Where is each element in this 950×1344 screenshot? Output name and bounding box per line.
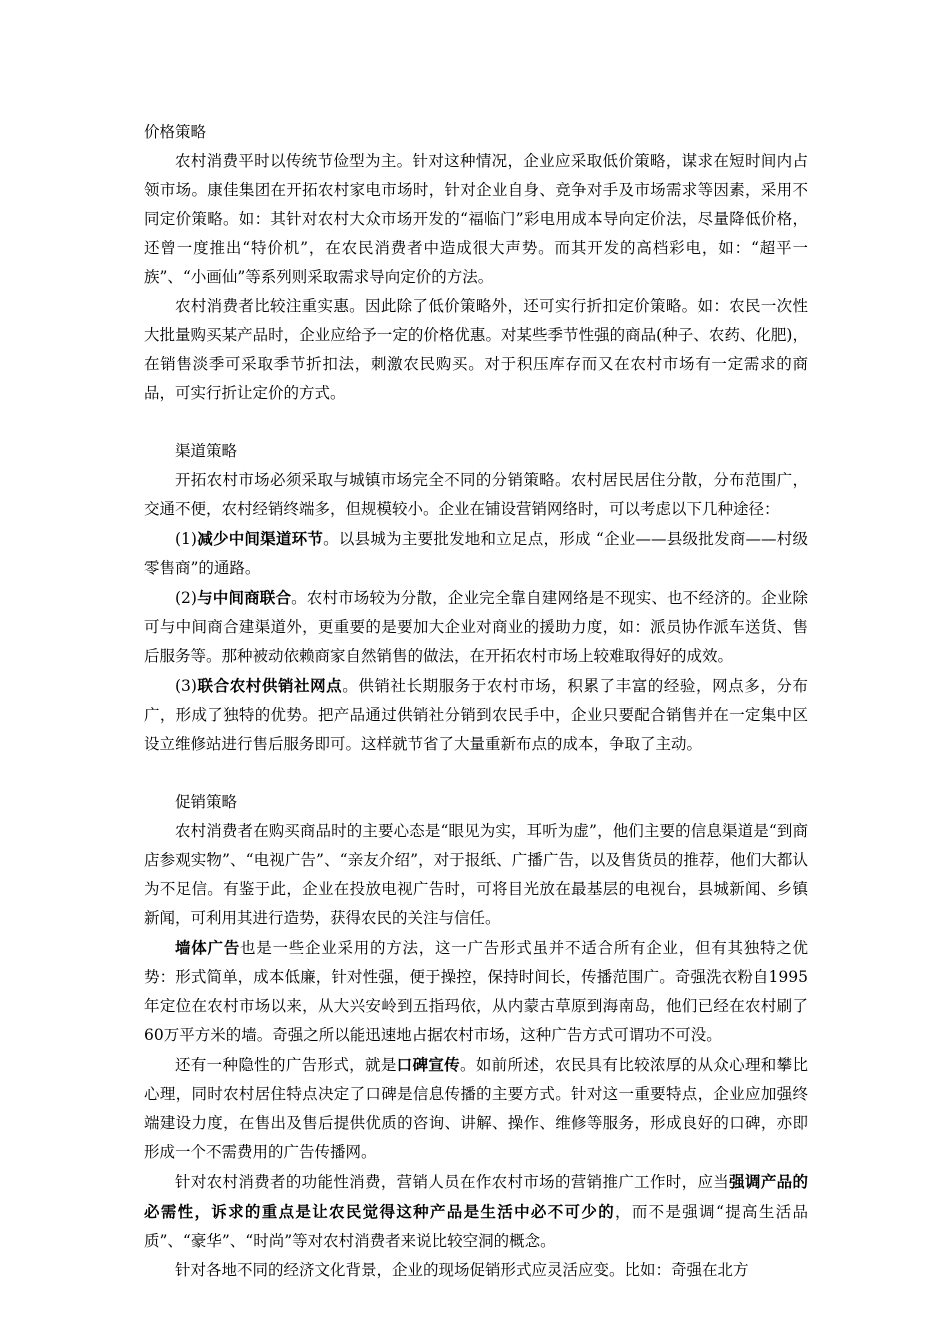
item-number: (3) [175, 677, 197, 695]
item-bold-title: 联合农村供销社网点 [196, 676, 343, 695]
item-number: (1) [175, 530, 197, 548]
paragraph-promotion-1: 农村消费者在购买商品时的主要心态是“眼见为实，耳听为虚”，他们主要的信息渠道是“到商店参观实物”、“电视广告”、“亲友介绍”，对于报纸、广播广告，以及售货员的推荐，他们大都认为不足信。有鉴于此，企业在投放电视广告时，可将目光放在最基层的电视台，县城新闻、乡镇新闻，可利用其进行造势，获得农民的关注与信任。 [144, 822, 808, 927]
paragraph-price-1: 农村消费平时以传统节俭型为主。针对这种情况，企业应采取低价策略，谋求在短时间内占领市场。康佳集团在开拓农村家电市场时，针对企业自身、竞争对手及市场需求等因素，采用不同定价策略。如：其针对农村大众市场开发的“福临门”彩电用成本导向定价法，尽量降低价格，还曾一度推出“特价机”，在农民消费者中造成很大声势。而其开发的高档彩电，如：“超平一族”、“小画仙”等系列则采取需求导向定价的方法。 [144, 152, 808, 286]
paragraph-text: 也是一些企业采用的方法，这一广告形式虽并不适合所有企业，但有其独特之优势：形式简单，成本低廉，针对性强，便于操控，保持时间长，传播范围广。奇强洗衣粉自1995年定位在农村市场以来，从大兴安岭到五指玛依，从内蒙古草原到海南岛，他们已经在农村刷了60万平方米的墙。奇强之所以能迅速地占据农村市场，这种广告方式可谓功不可没。 [144, 939, 808, 1044]
paragraph-promotion-5: 针对各地不同的经济文化背景，企业的现场促销形式应灵活应变。比如：奇强在北方 [175, 1261, 749, 1279]
blank-line [144, 759, 808, 788]
section-heading-price: 价格策略 [144, 123, 207, 141]
item-text: 。以县城为主要批发地和立足点，形成 “企业——县级批发商——村级零售商”的通路。 [144, 530, 808, 577]
item-number: (2) [175, 589, 197, 607]
section-heading-channel: 渠道策略 [175, 442, 238, 460]
bold-phrase: 口碑宣传 [396, 1055, 460, 1074]
paragraph-channel-item-1 [144, 524, 808, 583]
section-heading-promotion: 促销策略 [175, 793, 238, 811]
paragraph-promotion-4 [144, 1167, 808, 1256]
paragraph-channel-item-2 [144, 583, 808, 671]
paragraph-promotion-2 [144, 933, 808, 1050]
bold-phrase: 墙体广告 [175, 938, 240, 957]
item-bold-title: 减少中间渠道环节 [196, 529, 324, 548]
item-bold-title: 与中间商联合 [196, 588, 292, 607]
bold-phrase: 强调产品的必需性，诉求的重点是让农民觉得这种产品是生活中必不可少的 [144, 1172, 808, 1221]
document-page [144, 118, 808, 1285]
paragraph-text: 还有一种隐性的广告形式，就是 [175, 1056, 397, 1074]
blank-line [144, 408, 808, 437]
item-text: 。农村市场较为分散，企业完全靠自建网络是不现实、也不经济的。企业除可与中间商合建渠道外，更重要的是要加大企业对商业的援助力度，如：派员协作派车送货、售后服务等。那种被动依赖商家自然销售的做法，在开拓农村市场上较难取得好的成效。 [144, 589, 808, 665]
paragraph-channel-item-3 [144, 671, 808, 759]
paragraph-text: ，而不是强调“提高生活品质”、“豪华”、“时尚”等对农村消费者来说比较空洞的概念。 [144, 1203, 808, 1250]
paragraph-text: 。如前所述，农民具有比较浓厚的从众心理和攀比心理，同时农村居住特点决定了口碑是信息传播的主要方式。针对这一重要特点，企业应加强终端建设力度，在售出及售后提供优质的咨询、讲解、操作、维修等服务，形成良好的口碑，亦即形成一个不需费用的广告传播网。 [144, 1056, 808, 1161]
paragraph-price-2: 农村消费者比较注重实惠。因此除了低价策略外，还可实行折扣定价策略。如：农民一次性大批量购买某产品时，企业应给予一定的价格优惠。对某些季节性强的商品(种子、农药、化肥)，在销售淡季可采取季节折扣法，刺激农民购买。对于积压库存而又在农村市场有一定需求的商品，可实行折让定价的方式。 [144, 297, 808, 402]
paragraph-text: 针对农村消费者的功能性消费，营销人员在作农村市场的营销推广工作时，应当 [175, 1173, 730, 1191]
item-text: 。供销社长期服务于农村市场，积累了丰富的经验，网点多，分布广，形成了独特的优势。把产品通过供销社分销到农民手中，企业只要配合销售并在一定集中区设立维修站进行售后服务即可。这样就节省了大量重新布点的成本，争取了主动。 [144, 677, 808, 753]
paragraph-channel-intro: 开拓农村市场必须采取与城镇市场完全不同的分销策略。农村居民居住分散，分布范围广，交通不便，农村经销终端多，但规模较小。企业在铺设营销网络时，可以考虑以下几种途径： [144, 471, 808, 518]
paragraph-promotion-3 [144, 1050, 808, 1167]
